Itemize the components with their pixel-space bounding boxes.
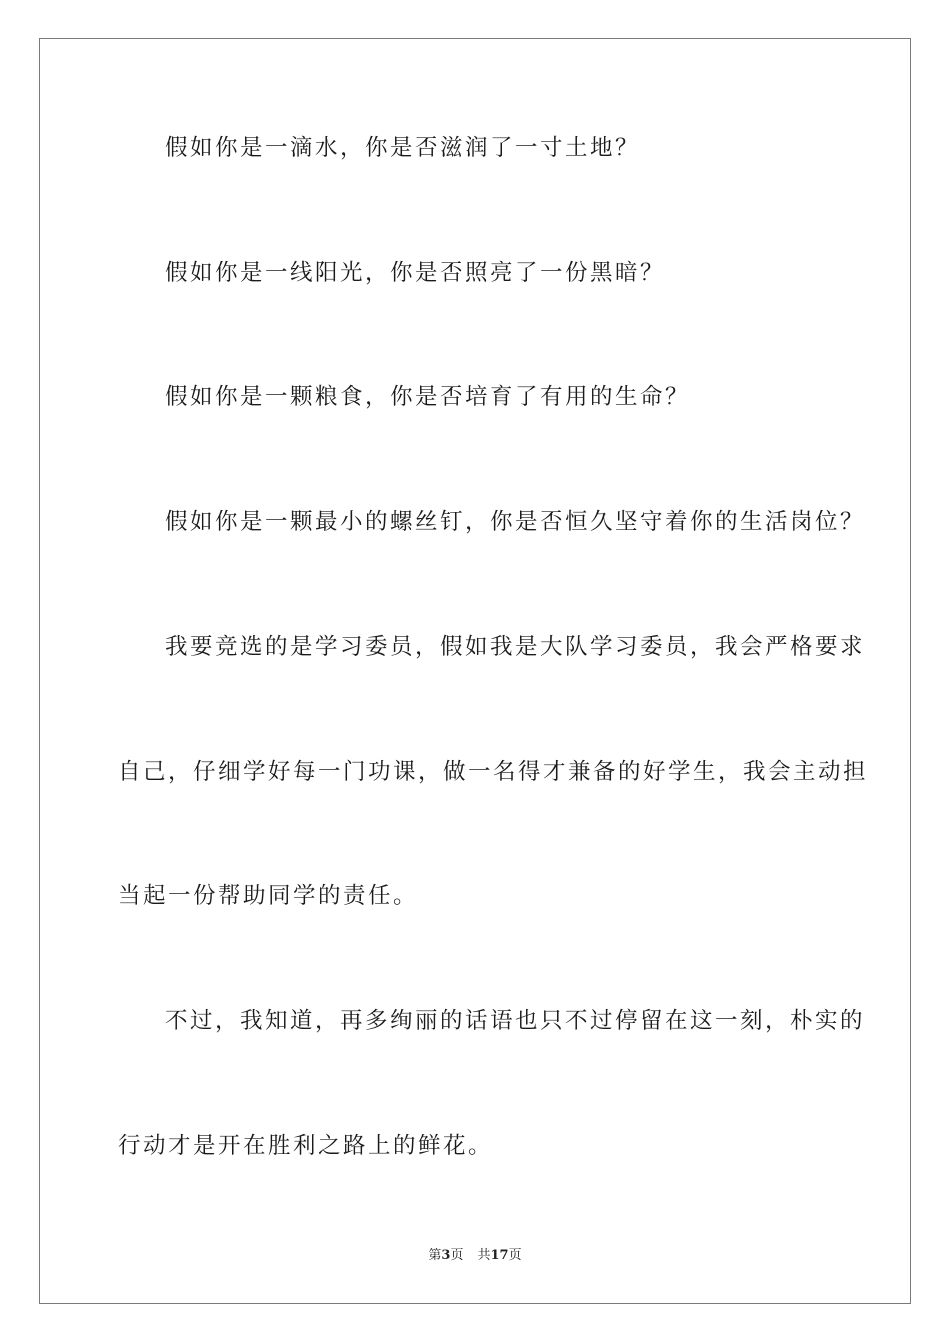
- paragraph-3-line-1: 假如你是一颗粮食，你是否培育了有用的生命？: [165, 384, 691, 410]
- paragraph-4-line-1: 假如你是一颗最小的螺丝钉，你是否恒久坚守着你的生活岗位？: [165, 509, 866, 535]
- page-number: 3: [441, 1248, 451, 1263]
- page-prefix: 第: [428, 1248, 442, 1263]
- paragraph-6-line-1: 不过，我知道，再多绚丽的话语也只不过停留在这一刻，朴实的: [165, 1008, 866, 1034]
- total-prefix: 共: [477, 1248, 491, 1263]
- paragraph-2-line-1: 假如你是一线阳光，你是否照亮了一份黑暗？: [165, 260, 666, 286]
- page-frame: [39, 38, 911, 1304]
- page-suffix: 页: [450, 1248, 464, 1263]
- paragraph-1-line-1: 假如你是一滴水，你是否滋润了一寸土地？: [165, 135, 641, 161]
- page-footer: [0, 1247, 950, 1265]
- paragraph-5-line-1: 我要竞选的是学习委员，假如我是大队学习委员，我会严格要求: [165, 634, 866, 660]
- paragraph-5-line-2: 自己，仔细学好每一门功课，做一名得才兼备的好学生，我会主动担: [118, 759, 869, 785]
- paragraph-6-line-2: 行动才是开在胜利之路上的鲜花。: [118, 1133, 494, 1159]
- total-pages: 17: [490, 1248, 509, 1263]
- total-suffix: 页: [508, 1248, 522, 1263]
- paragraph-5-line-3: 当起一份帮助同学的责任。: [118, 883, 419, 909]
